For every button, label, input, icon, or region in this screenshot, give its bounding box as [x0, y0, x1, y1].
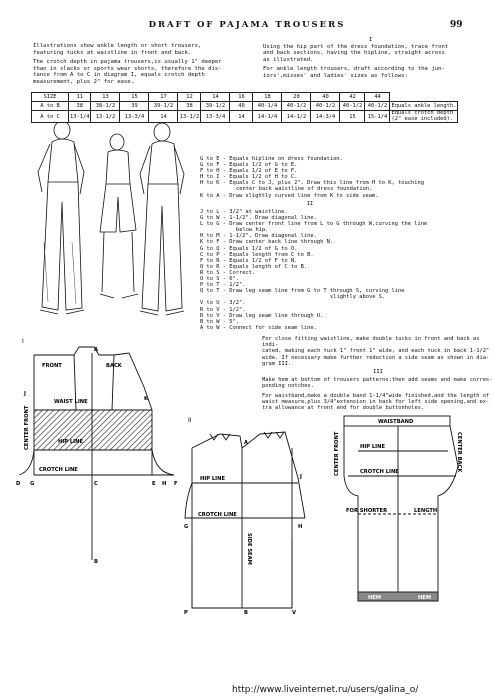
svg-text:K: K	[144, 396, 149, 402]
svg-text:I: I	[22, 338, 24, 345]
svg-text:D: D	[16, 481, 21, 487]
svg-text:II: II	[188, 417, 192, 424]
tuck-instructions: For close fitting waistline, make double tucks in front and back as indi- cated, making each tuck 1" front 1" wide, and each tuck in back 1-1/2" wide. If necessary make further reduction a side seam as shown in dia- gram III. III Make hem at bottom of trousers patterns;then add seams and make corres- ponding notches. For waistband,make a double band 1-1/4"wide finished,and the length of waist measure,plus 3/4"extension in back for left side opening,and ex- tra allowance at front end for double buttonholes.	[262, 336, 493, 412]
draft-steps-part1: G to E - Equals hipline on dress foundation. G to F - Equals 1/2 of G to E. F to H - Equals 1/2 of E to F. H to I - Equals 1/2 of H to C. H to K - Equals C to J, plus 2". Draw this line from H to K, touching center back waistline of dress foundation. K to A - Draw slightly curved line from K to side seam. II	[200, 156, 424, 207]
svg-text:B: B	[94, 559, 98, 565]
svg-text:F: F	[174, 481, 178, 487]
svg-text:CROTCH LINE: CROTCH LINE	[198, 512, 237, 518]
svg-text:E: E	[152, 481, 156, 487]
svg-text:WAIST LINE: WAIST LINE	[54, 399, 88, 405]
svg-text:FOR SHORTER: FOR SHORTER	[346, 508, 388, 514]
svg-text:CENTER FRONT: CENTER FRONT	[24, 405, 30, 450]
svg-text:J: J	[24, 391, 26, 397]
svg-text:HEM: HEM	[368, 595, 382, 601]
draft-steps-part2: J to L - 3/2" at waistline. G to W - 1-1/2". Draw diagonal line. L to G - Draw center front line from L to G through W,curving the line below hip. H to M - 1-1/2". Draw diagonal line. K to F - Draw center back line through N. G to Q - Equals 1/2 of G to O. C to P - Equals length from C to B. F to R - Equals 1/2 of F to N. Q to R - Equals length of C to B. R to S - Correct. O to S - 6". P to T - 1/2". Q to T - Draw leg seam line from G to T through S, curving line slightly above S. V to U - 3/2". R to V - 1/2". R to V - Draw leg seam line through U. B to W - 5". A to W - Connect for side seam line.	[200, 209, 428, 331]
size-table	[31, 92, 458, 123]
svg-text:CROTCH LINE: CROTCH LINE	[360, 469, 399, 475]
svg-text:V: V	[292, 610, 297, 616]
svg-text:J: J	[300, 474, 302, 480]
pajama-figures-illustration	[22, 122, 197, 320]
table-row: SIZE 11 13 15 17 12 14 16 18 20 40 42 44	[32, 93, 458, 102]
intro-left: Illustrations show ankle length or short trousers, featuring tucks at waistline in front and back. The crotch depth in pajama trousers,is usually 1" deeper than in slacks or sports wear shorts, therefore the dis- tance from A to C in diagram I, equals crotch depth measurement, plus 2" for ease.	[33, 43, 222, 85]
svg-text:FRONT: FRONT	[42, 363, 62, 369]
svg-text:LENGTH: LENGTH	[414, 508, 438, 514]
svg-text:B: B	[244, 610, 248, 616]
intro-right: I Using the hip part of the dress foundation, trace front and back sections, having the hipline, straight across as illustrated. For ankle length trousers, draft according to the jun- iors',misses' and ladies' sizes as follows:	[263, 37, 449, 79]
svg-text:G: G	[184, 524, 189, 530]
table-row: A to C 13-1/4 13-1/2 13-3/4 14 13-1/2 13-3/4 14 14-1/4 14-1/2 14-3/4 15 15-1/4 Equals crotch depth (2" ease included).	[32, 111, 458, 123]
svg-text:H: H	[298, 524, 303, 530]
svg-text:HIP LINE: HIP LINE	[360, 444, 386, 450]
svg-text:P: P	[184, 610, 188, 616]
svg-text:A: A	[94, 347, 99, 353]
svg-text:BACK: BACK	[106, 363, 122, 369]
svg-text:CROTCH LINE: CROTCH LINE	[39, 467, 78, 473]
page-number: 99	[450, 20, 463, 30]
table-row: A to B 38 38-1/2 39 39-1/2 38 39-1/2 40 40-1/4 40-1/2 40-1/2 40-1/2 40-1/2 Equals ankle length.	[32, 102, 458, 111]
svg-text:WAISTBAND: WAISTBAND	[378, 419, 414, 425]
diagram-2	[180, 408, 320, 618]
diagram-1	[14, 325, 189, 565]
svg-text:CENTER FRONT: CENTER FRONT	[334, 431, 340, 476]
page-title: DRAFT OF PAJAMA TROUSERS	[148, 20, 346, 30]
svg-text:HIP LINE: HIP LINE	[200, 476, 226, 482]
svg-text:H: H	[162, 481, 167, 487]
source-url: http://www.liveinternet.ru/users/galina_o/	[232, 685, 419, 695]
svg-text:SIDE SEAM: SIDE SEAM	[246, 533, 252, 565]
svg-text:A: A	[244, 440, 249, 446]
svg-text:C: C	[94, 481, 98, 487]
svg-text:CENTER BACK: CENTER BACK	[456, 432, 462, 473]
svg-text:HIP LINE: HIP LINE	[58, 439, 84, 445]
diagram-3	[318, 406, 483, 618]
svg-text:G: G	[30, 481, 35, 487]
svg-text:HEM: HEM	[418, 595, 432, 601]
